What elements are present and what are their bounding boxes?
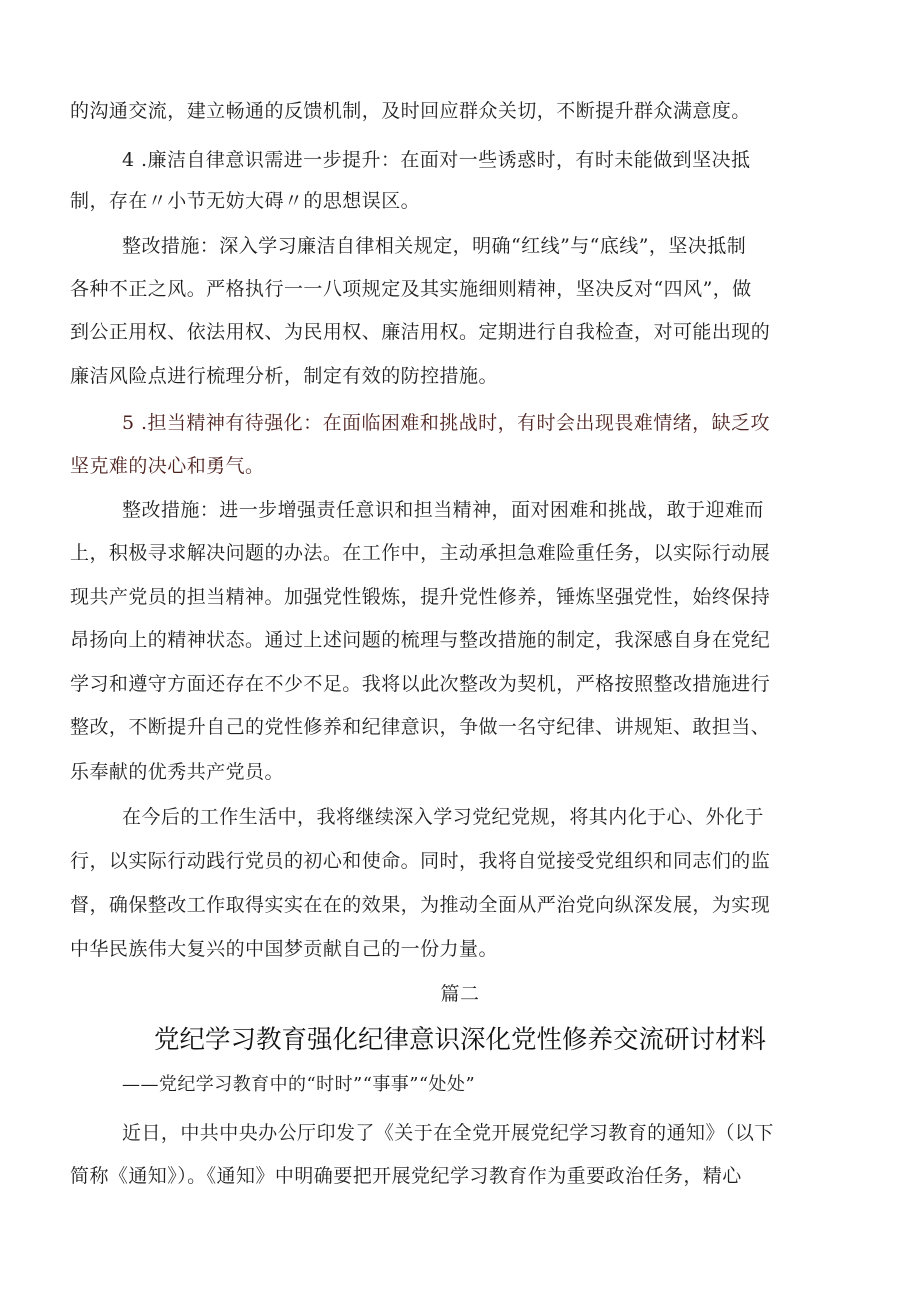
document-subtitle: ——党纪学习教育中的“时时”“事事”“处处” (122, 1074, 476, 1095)
body-line: 现共产党员的担当精神。加强党性锻炼，提升党性修养，锤炼坚强党性，始终保持 (70, 586, 771, 608)
body-line: 上，积极寻求解决问题的办法。在工作中，主动承担急难险重任务，以实际行动展 (70, 542, 771, 564)
body-line: 整改措施：进一步增强责任意识和担当精神，面对困难和挑战，敢于迎难而 (122, 499, 764, 521)
body-line: 昂扬向上的精神状态。通过上述问题的梳理与整改措施的制定，我深感自身在党纪 (70, 629, 771, 651)
body-line: 廉洁风险点进行梳理分析，制定有效的防控措施。 (70, 365, 498, 387)
body-line: 乐奉献的优秀共产党员。 (70, 761, 284, 783)
body-line: 的沟通交流，建立畅通的反馈机制，及时回应群众关切，不断提升群众满意度。 (70, 100, 751, 122)
section-label: 篇二 (440, 983, 480, 1005)
intro-line: 简称《通知》）。《通知》中明确要把开展党纪学习教育作为重要政治任务，精心 (70, 1165, 742, 1187)
body-line: 到公正用权、依法用权、为民用权、廉洁用权。定期进行自我检查，对可能出现的 (70, 321, 771, 343)
issue-heading-4: 4 .廉洁自律意识需进一步提升：在面对一些诱惑时，有时未能做到坚决抵 (122, 149, 751, 171)
body-line: 坚克难的决心和勇气。 (70, 455, 265, 477)
body-line: 整改，不断提升自己的党性修养和纪律意识，争做一名守纪律、讲规矩、敢担当、 (70, 716, 771, 738)
body-line: 学习和遵守方面还存在不少不足。我将以此次整改为契机，严格按照整改措施进行 (70, 673, 771, 695)
body-line: 督，确保整改工作取得实实在在的效果，为推动全面从严治党向纵深发展，为实现 (70, 894, 771, 916)
body-line: 制，存在〃小节无妨大碍〃的思想误区。 (70, 190, 421, 212)
intro-line: 近日，中共中央办公厅印发了《关于在全党开展党纪学习教育的通知》（以下 (122, 1122, 774, 1144)
document-title: 党纪学习教育强化纪律意识深化党性修养交流研讨材料 (153, 1025, 766, 1055)
issue-heading-5: 5 .担当精神有待强化：在面临困难和挑战时，有时会出现畏难情绪，缺乏攻 (122, 412, 770, 434)
body-line: 在今后的工作生活中，我将继续深入学习党纪党规，将其内化于心、外化于 (122, 806, 764, 828)
body-line: 中华民族伟大复兴的中国梦贡献自己的一份力量。 (70, 938, 498, 960)
body-line: 整改措施：深入学习廉洁自律相关规定，明确“红线”与“底线”，坚决抵制 (122, 235, 747, 257)
body-line: 各种不正之风。严格执行一一八项规定及其实施细则精神，坚决反对“四风”，做 (70, 278, 752, 300)
body-line: 行，以实际行动践行党员的初心和使命。同时，我将自觉接受党组织和同志们的监 (70, 850, 771, 872)
